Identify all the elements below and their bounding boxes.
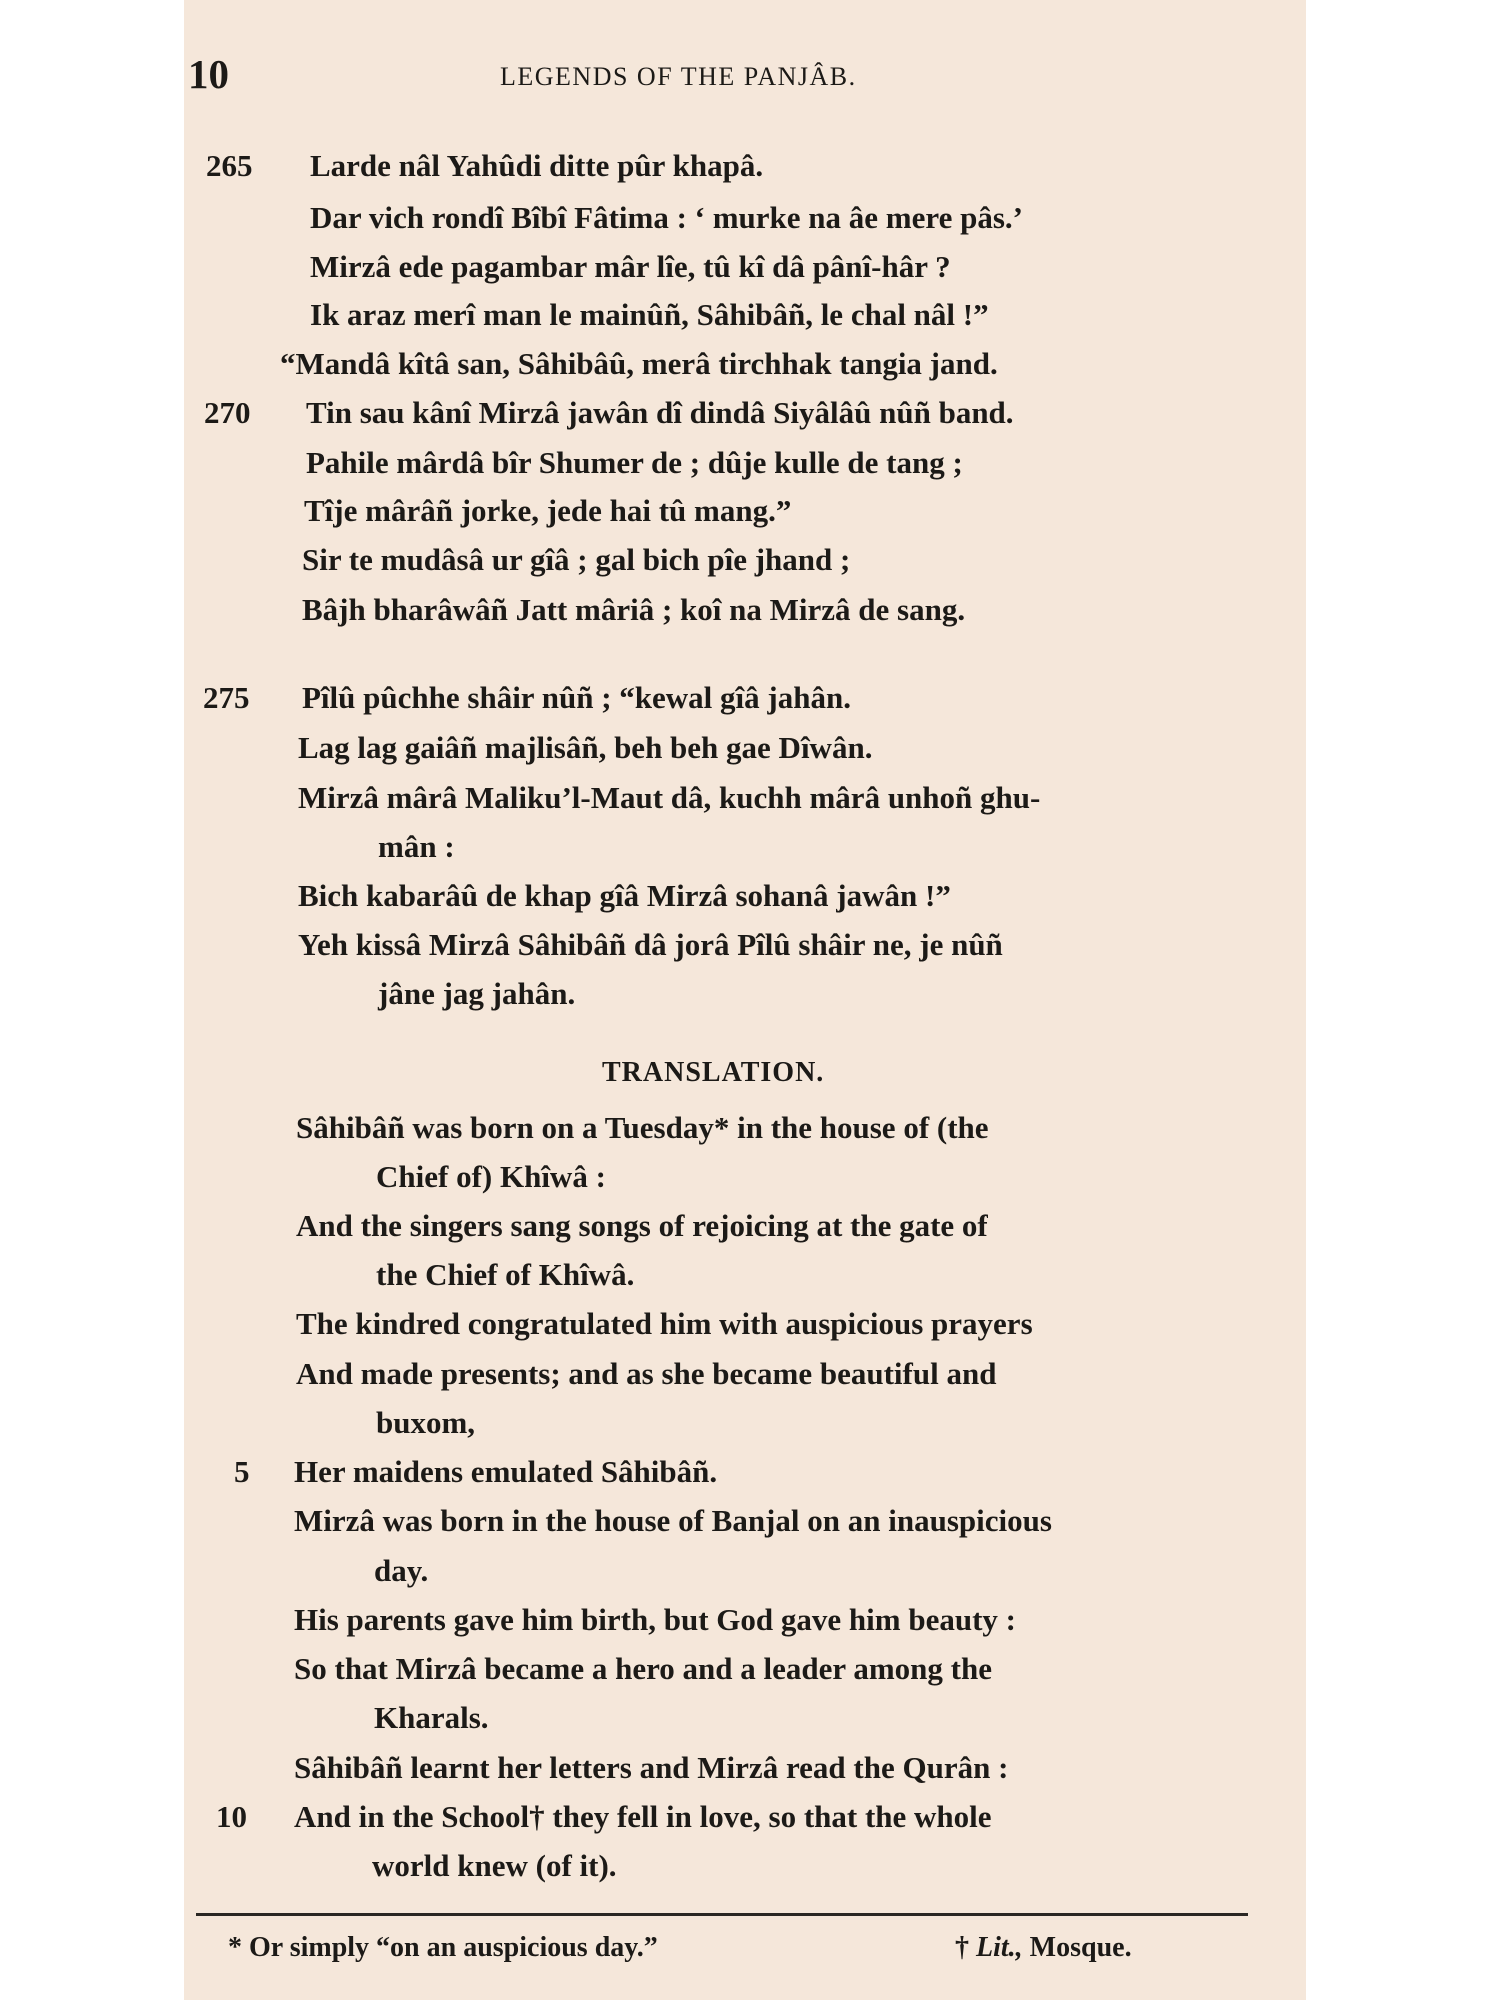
verse-line: Tin sau kânî Mirzâ jawân dî dindâ Siyâlâû nûñ band.	[306, 395, 1014, 430]
translation-line: day.	[374, 1553, 429, 1588]
page-number: 10	[188, 51, 229, 97]
translation-line: world knew (of it).	[372, 1848, 617, 1883]
translation-line: Her maidens emulated Sâhibâñ.	[294, 1454, 718, 1489]
translation-line: The kindred congratulated him with auspicious prayers	[296, 1306, 1033, 1341]
translation-line: So that Mirzâ became a hero and a leader among the	[294, 1651, 992, 1686]
translation-line: Kharals.	[374, 1700, 489, 1735]
footnote	[955, 1932, 1132, 1964]
translation-line: the Chief of Khîwâ.	[376, 1257, 635, 1292]
translation-line: buxom,	[376, 1405, 476, 1440]
dagger-mark: †	[955, 1932, 969, 1963]
line-number: 270	[204, 395, 251, 430]
translation-line: Sâhibâñ was born on a Tuesday* in the house of (the	[296, 1110, 989, 1145]
verse-line: Mirzâ mârâ Maliku’l-Maut dâ, kuchh mârâ unhoñ ghu-	[298, 780, 1041, 815]
line-number: 10	[216, 1799, 247, 1834]
running-header: LEGENDS OF THE PANJÂB.	[500, 62, 857, 91]
verse-line: jâne jag jahân.	[378, 976, 576, 1011]
verse-line: Pahile mârdâ bîr Shumer de ; dûje kulle de tang ;	[306, 445, 963, 480]
translation-heading: TRANSLATION.	[602, 1057, 825, 1088]
translation-line: Sâhibâñ learnt her letters and Mirzâ read the Qurân :	[294, 1750, 1009, 1785]
footnote-text: Mosque.	[1029, 1932, 1132, 1963]
verse-line: Bâjh bharâwâñ Jatt mâriâ ; koî na Mirzâ de sang.	[302, 592, 966, 627]
line-number: 5	[234, 1454, 250, 1489]
verse-line: Dar vich rondî Bîbî Fâtima : ‘ murke na âe mere pâs.’	[310, 200, 1023, 235]
verse-line: mân :	[378, 829, 455, 864]
footnote-divider	[196, 1913, 1248, 1916]
verse-line: Sir te mudâsâ ur gîâ ; gal bich pîe jhand ;	[302, 542, 851, 577]
verse-line: “Mandâ kîtâ san, Sâhibâû, merâ tirchhak tangia jand.	[280, 346, 998, 381]
footnote-abbreviation: Lit.,	[976, 1932, 1023, 1963]
translation-line: His parents gave him birth, but God gave him beauty :	[294, 1602, 1016, 1637]
footnote: * Or simply “on an auspicious day.”	[228, 1932, 658, 1963]
verse-line: Mirzâ ede pagambar mâr lîe, tû kî dâ pânî-hâr ?	[310, 249, 951, 284]
translation-line: And in the School† they fell in love, so that the whole	[294, 1799, 992, 1834]
verse-line: Tîje mârâñ jorke, jede hai tû mang.”	[304, 493, 792, 528]
verse-line: Ik araz merî man le mainûñ, Sâhibâñ, le chal nâl !”	[310, 297, 989, 332]
verse-line: Lag lag gaiâñ majlisâñ, beh beh gae Dîwân.	[298, 730, 873, 765]
translation-line: Mirzâ was born in the house of Banjal on an inauspicious	[294, 1503, 1052, 1538]
translation-line: And the singers sang songs of rejoicing at the gate of	[296, 1208, 988, 1243]
translation-line: And made presents; and as she became beautiful and	[296, 1356, 997, 1391]
verse-line: Bich kabarâû de khap gîâ Mirzâ sohanâ jawân !”	[298, 878, 951, 913]
verse-line: Larde nâl Yahûdi ditte pûr khapâ.	[310, 148, 764, 183]
line-number: 275	[203, 680, 250, 715]
translation-line: Chief of) Khîwâ :	[376, 1159, 606, 1194]
verse-line: Yeh kissâ Mirzâ Sâhibâñ dâ jorâ Pîlû shâir ne, je nûñ	[298, 927, 1003, 962]
line-number: 265	[206, 148, 253, 183]
verse-line: Pîlû pûchhe shâir nûñ ; “kewal gîâ jahân.	[302, 680, 851, 715]
